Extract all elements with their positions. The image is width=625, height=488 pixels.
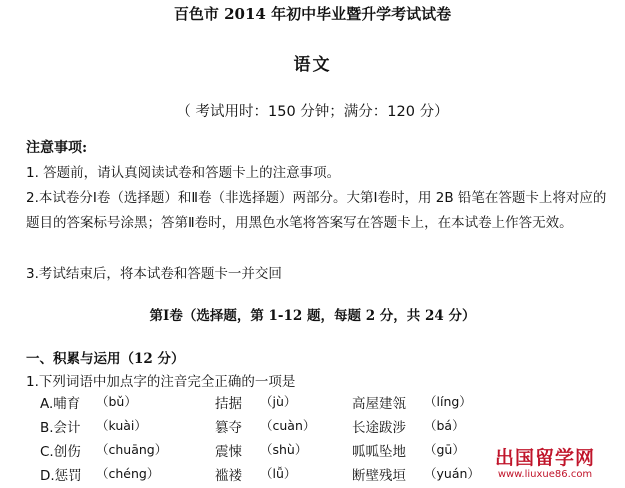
site-watermark [470,447,620,487]
option-pinyin-3: （yuán） [424,466,480,481]
option-word-2: 篡夺 [215,420,242,436]
option-pinyin: （chéng） [96,466,160,481]
notice-heading: 注意事项: [26,140,88,156]
option-pinyin: （bǔ） [96,394,137,409]
option-word-2: 褴褛 [215,468,242,484]
option-label: D.惩罚 [40,468,82,484]
option-label: A.哺育 [40,396,81,412]
notice-item-2: 2.本试卷分Ⅰ卷（选择题）和Ⅱ卷（非选择题）两部分。大第Ⅰ卷时，用 2B 铅笔在答题卡上将对应的题目的答案标号涂黑；答第Ⅱ卷时，用黑色水笔将答案写在答题卡上，在本试卷上作答无效。 [26,190,607,231]
subject-title: 语文 [293,55,332,75]
notice-item-1: 1. 答题前，请认真阅读试卷和答题卡上的注意事项。 [26,165,341,181]
option-word-3: 长途跋涉 [352,420,406,436]
option-pinyin: （kuài） [96,418,147,433]
option-word-2: 震悚 [215,444,242,460]
part-one-title: 第Ⅰ卷（选择题，第 1-12 题，每题 2 分，共 24 分） [149,308,476,324]
option-pinyin-2: （cuàn） [260,418,316,433]
option-pinyin-3: （bá） [424,418,465,433]
notice-item-3: 3.考试结束后，将本试卷和答题卡一并交回 [26,266,282,282]
option-pinyin-2: （shù） [260,442,308,457]
exam-title: 百色市 2014 年初中毕业暨升学考试试卷 [173,5,452,23]
option-pinyin-2: （lǚ） [260,466,297,481]
watermark-url: www.liuxue86.com [497,469,593,480]
option-word-3: 呱呱坠地 [352,444,406,460]
option-label: B.会计 [40,420,81,436]
option-pinyin-3: （líng） [424,394,472,409]
section-heading: 一、积累与运用（12 分） [26,351,185,367]
exam-time-score-info: （ 考试用时：150 分钟；满分：120 分） [176,104,449,120]
option-word-2: 拮据 [215,396,242,412]
option-pinyin: （chuāng） [96,442,168,457]
option-label: C.创伤 [40,444,81,460]
option-word-3: 高屋建瓴 [352,396,406,412]
option-word-3: 断壁残垣 [352,468,406,484]
question-1-option-b [0,416,625,438]
watermark-site-name: 出国留学网 [494,447,595,469]
question-1-stem: 1.下列词语中加点字的注音完全正确的一项是 [26,374,296,390]
option-pinyin-2: （jù） [260,394,297,409]
question-1-option-a [0,392,625,414]
option-pinyin-3: （gū） [424,442,465,457]
